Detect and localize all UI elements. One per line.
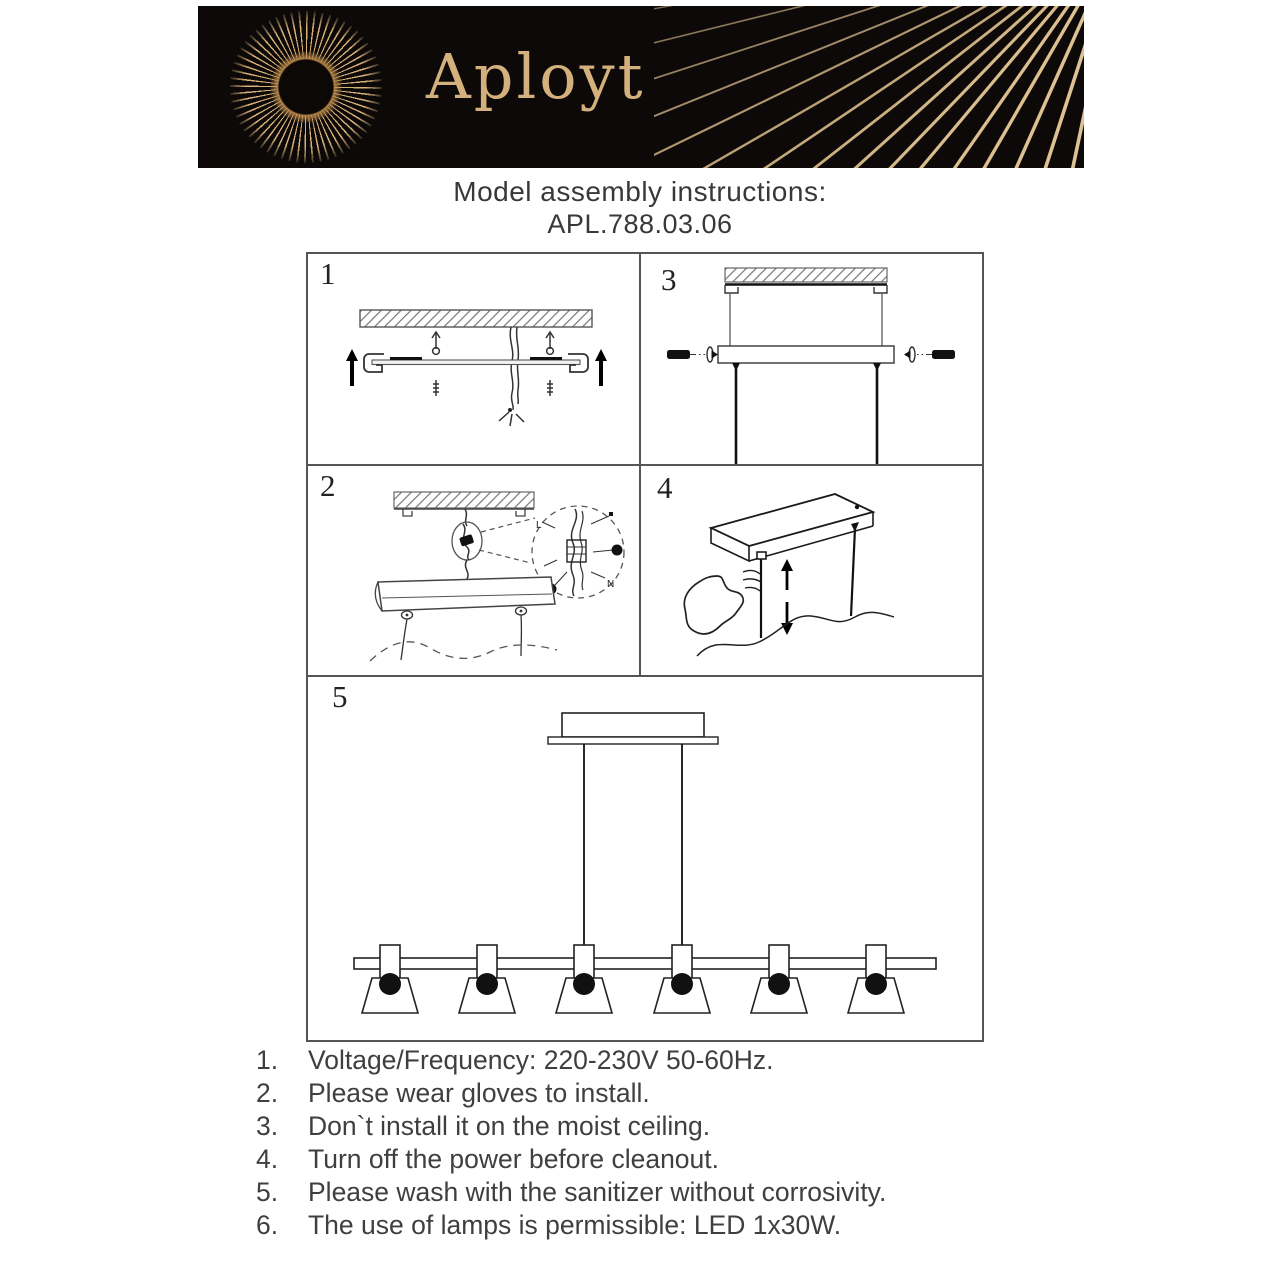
spotlight-head-icon	[459, 945, 515, 1013]
suspension-wires-icon	[732, 363, 881, 464]
step-5-diagram	[308, 677, 982, 1040]
step-2-number: 2	[320, 468, 336, 503]
step-1-diagram	[308, 254, 639, 464]
hanging-wires-icon	[370, 615, 557, 661]
sunburst-logo-icon	[230, 11, 382, 163]
step-2-panel	[308, 466, 639, 675]
item-number: 3.	[256, 1111, 279, 1141]
zoom-leader-lines	[479, 518, 535, 563]
step-5-number: 5	[332, 679, 348, 714]
rays-decoration-icon	[654, 6, 1084, 168]
step-4-diagram	[641, 466, 982, 675]
step-3-panel	[641, 254, 982, 464]
spotlight-head-icon	[751, 945, 807, 1013]
page-title: Model assembly instructions:	[453, 176, 827, 207]
item-text: Voltage/Frequency: 220-230V 50-60Hz.	[308, 1045, 774, 1075]
spotlight-head-icon	[362, 945, 418, 1013]
brand-banner	[198, 6, 1084, 168]
instruction-list	[256, 1044, 1036, 1242]
item-text: Please wear gloves to install.	[308, 1078, 650, 1108]
step-3-number: 3	[661, 262, 677, 297]
item-text: Please wash with the sanitizer without corrosivity.	[308, 1177, 887, 1207]
list-item	[256, 1176, 1036, 1209]
item-text: Don`t install it on the moist ceiling.	[308, 1111, 711, 1141]
wire-connection-icon	[452, 509, 482, 579]
spotlight-head-icon	[654, 945, 710, 1013]
model-number: APL.788.03.06	[547, 209, 733, 239]
ceiling-icon	[394, 492, 534, 516]
fixture-bar-icon	[354, 958, 936, 969]
step-4-panel	[641, 466, 982, 675]
item-text: The use of lamps is permissible: LED 1x30W.	[308, 1210, 842, 1240]
wire-label-N: N	[607, 579, 615, 590]
item-number: 2.	[256, 1078, 279, 1108]
canopy-icon	[375, 577, 555, 619]
ceiling-icon	[360, 310, 592, 327]
assembly-steps-grid	[306, 252, 984, 1042]
list-item	[256, 1077, 1036, 1110]
list-item	[256, 1110, 1036, 1143]
canopy-icon	[548, 713, 718, 744]
step-3-diagram	[641, 254, 982, 464]
list-item	[256, 1044, 1036, 1077]
list-item	[256, 1209, 1036, 1242]
list-item	[256, 1143, 1036, 1176]
ceiling-icon	[725, 268, 887, 293]
step-2-diagram	[308, 466, 639, 675]
step-5-panel	[308, 677, 982, 1040]
step-1-panel	[308, 254, 639, 464]
step-1-number: 1	[320, 256, 336, 291]
item-number: 1.	[256, 1045, 279, 1075]
brand-name: Aployt	[426, 40, 646, 113]
up-arrow-icon	[346, 349, 607, 386]
mounting-bar-icon	[364, 354, 588, 372]
spotlight-heads	[362, 945, 904, 1013]
item-text: Turn off the power before cleanout.	[308, 1144, 720, 1174]
step-4-number: 4	[657, 470, 673, 505]
canopy-side-icon	[718, 293, 894, 363]
spotlight-head-icon	[556, 945, 612, 1013]
item-number: 6.	[256, 1210, 279, 1240]
item-number: 5.	[256, 1177, 279, 1207]
hand-icon	[684, 570, 761, 634]
wire-label-L: L	[536, 520, 542, 531]
canopy-3d-icon	[711, 494, 873, 561]
item-number: 4.	[256, 1144, 279, 1174]
spotlight-head-icon	[848, 945, 904, 1013]
suspension-wires-icon	[584, 744, 682, 947]
power-wires-icon	[499, 327, 524, 426]
